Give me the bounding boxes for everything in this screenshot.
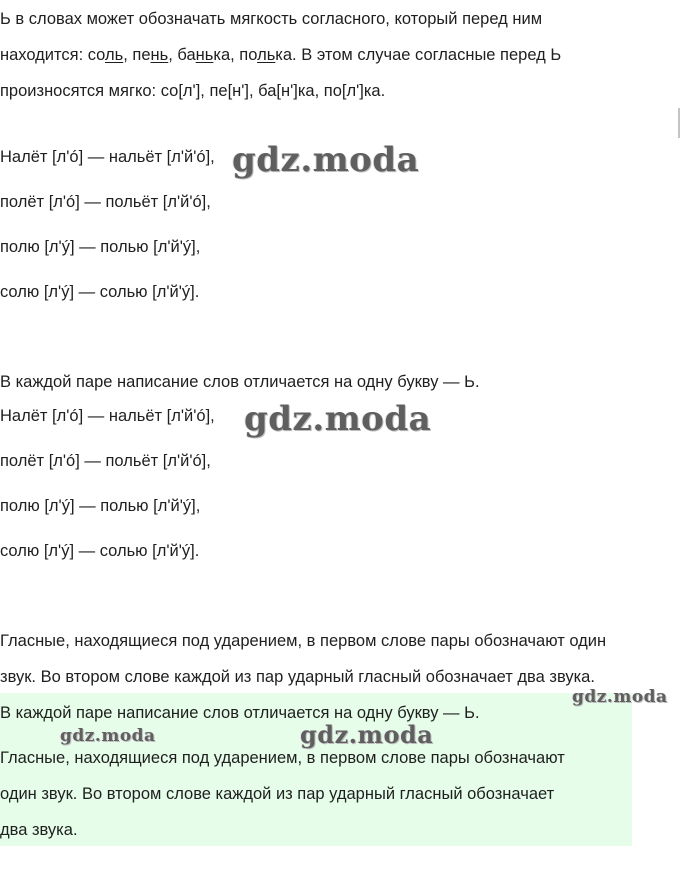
watermark: gdz.moda	[572, 687, 668, 707]
block1-line-4: солю [л'ý] — солью [л'й'ý].	[0, 283, 200, 301]
block2-line-3: полю [л'ý] — полью [л'й'ý],	[0, 497, 201, 515]
answer-line-2: Гласные, находящиеся под ударением, в первом слове пары обозначают	[0, 749, 565, 767]
block2-heading: В каждой паре написание слов отличается на одну букву — Ь.	[0, 373, 480, 391]
watermark: gdz.moda	[60, 726, 156, 746]
block3-line-2: звук. Во втором слове каждой из пар ударный гласный обозначает два звука.	[0, 668, 595, 686]
block2-line-2: полёт [л'ó] — польёт [л'й'ó],	[0, 452, 211, 470]
block2-line-4: солю [л'ý] — солью [л'й'ý].	[0, 542, 200, 560]
answer-line-3: один звук. Во втором слове каждой из пар ударный гласный обозначает	[0, 785, 555, 803]
intro-line-3: произносятся мягко: со[л'], пе[н'], ба[н']ка, по[л']ка.	[0, 82, 386, 100]
block1-line-1: Налёт [л'ó] — нальёт [л'й'ó],	[0, 148, 215, 166]
answer-line-1: В каждой паре написание слов отличается на одну букву — Ь.	[0, 704, 480, 722]
intro-line-2: находится: соль, пень, банька, полька. В этом случае согласные перед Ь	[0, 46, 562, 64]
block1-line-3: полю [л'ý] — полью [л'й'ý],	[0, 238, 201, 256]
watermark: gdz.moda	[300, 720, 434, 749]
block1-line-2: полёт [л'ó] — польёт [л'й'ó],	[0, 193, 211, 211]
watermark: gdz.moda	[244, 399, 432, 439]
block3-line-1: Гласные, находящиеся под ударением, в первом слове пары обозначают один	[0, 632, 607, 650]
answer-line-4: два звука.	[0, 821, 78, 839]
watermark: gdz.moda	[232, 140, 420, 180]
block2-line-1: Налёт [л'ó] — нальёт [л'й'ó],	[0, 407, 215, 425]
intro-line-1: Ь в словах может обозначать мягкость согласного, который перед ним	[0, 10, 543, 28]
